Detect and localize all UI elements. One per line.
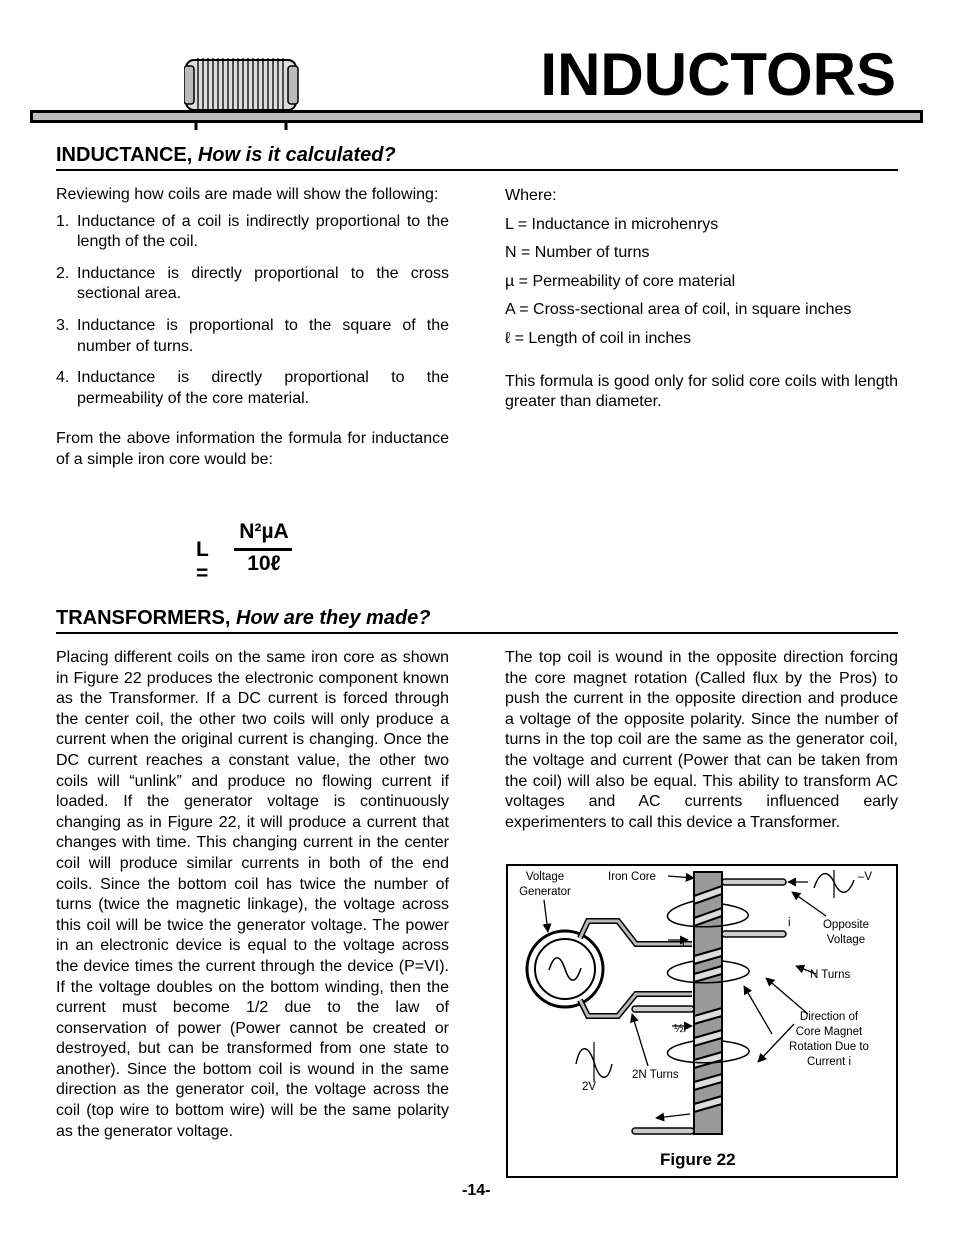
list-item-text: Inductance is directly proportional to the cross sectional area. bbox=[77, 264, 449, 303]
transformers-right-column bbox=[505, 648, 898, 833]
list-item-text: Inductance is proportional to the square of the number of turns. bbox=[77, 316, 449, 355]
n-turns-label: N Turns bbox=[810, 969, 851, 981]
where-line: A = Cross-sectional area of coil, in square inches bbox=[505, 301, 852, 319]
core-rotation-label: Direction of Core Magnet Rotation Due to Current i bbox=[789, 1011, 869, 1068]
transformers-heading-italic: How are they made? bbox=[236, 607, 431, 629]
inductance-left-column bbox=[56, 185, 449, 471]
two-v-label: 2V bbox=[582, 1081, 597, 1093]
list-item bbox=[56, 264, 449, 305]
where-line: L = Inductance in microhenrys bbox=[505, 215, 719, 233]
formula-numerator: N²µA bbox=[239, 520, 289, 543]
opposite-voltage-label: Opposite Voltage bbox=[822, 919, 870, 946]
where-line: N = Number of turns bbox=[505, 244, 650, 262]
inductance-list bbox=[56, 212, 449, 410]
transformers-heading bbox=[56, 607, 898, 634]
title-rule bbox=[30, 110, 923, 123]
inductance-heading-bold: INDUCTANCE, bbox=[56, 144, 193, 166]
center-current-label: i bbox=[682, 937, 685, 949]
where-line: Where: bbox=[505, 187, 557, 204]
iron-core-label: Iron Core bbox=[608, 871, 656, 883]
voltage-generator-label: Voltage Generator bbox=[519, 871, 571, 898]
page-number: -14- bbox=[462, 1182, 491, 1199]
transformers-heading-bold: TRANSFORMERS, bbox=[56, 607, 231, 629]
negative-voltage-label: –V bbox=[858, 871, 873, 883]
page-title: INDUCTORS bbox=[540, 41, 896, 108]
list-item bbox=[56, 368, 449, 409]
figure-caption: Figure 22 bbox=[660, 1150, 736, 1169]
list-item-number: 3. bbox=[56, 316, 70, 334]
formula-note: This formula is good only for solid core coils with length greater than diameter. bbox=[505, 372, 898, 411]
inductance-heading bbox=[56, 144, 898, 171]
list-item-number: 1. bbox=[56, 212, 70, 230]
inductance-intro: Reviewing how coils are made will show the following: bbox=[56, 186, 439, 203]
list-item-text: Inductance of a coil is indirectly proportional to the length of the coil. bbox=[77, 212, 449, 251]
list-item bbox=[56, 316, 449, 357]
list-item-text: Inductance is directly proportional to the permeability of the core material. bbox=[77, 369, 449, 407]
inductance-right-column bbox=[505, 186, 898, 421]
top-current-label: i bbox=[788, 917, 791, 929]
formula-denominator: 10ℓ bbox=[247, 552, 281, 575]
transformers-left-column bbox=[56, 648, 449, 1142]
two-n-turns-label: 2N Turns bbox=[632, 1069, 679, 1081]
formula-lhs: L = bbox=[196, 538, 209, 585]
where-line: ℓ = Length of coil in inches bbox=[505, 329, 692, 347]
list-item-number: 2. bbox=[56, 264, 70, 282]
figure-22 bbox=[506, 864, 898, 1178]
where-line: µ = Permeability of core material bbox=[505, 272, 736, 290]
list-item-number: 4. bbox=[56, 369, 70, 387]
half-current-label: ½i bbox=[674, 1023, 687, 1035]
formula-intro: From the above information the formula for inductance of a simple iron core would be: bbox=[56, 430, 449, 468]
transformers-left-text: Placing different coils on the same iron core as shown in Figure 22 produces the electronic component known as the Transformer. If a DC current is forced through the center coil, the other two coils will only produce a current when the original current is changing. Once the DC current reaches a constant value, the other two coils will “unlink” and produce no flowing current if loaded. If the generator voltage is continuously changing as in Figure 22, it will produce a current that changes with time. This changing current in the center coil will produce similar currents in both of the end coils. Since the bottom coil has twice the number of turns (twice the magnetic linkage), the voltage across this coil will be twice the generator voltage. The power in an electronic device is equal to the voltage across the device times the current through the device (P=VI). If the voltage doubles on the bottom winding, then the current must become 1/2 due to the law of conservation of power (Power cannot be created or destroyed, but can be transformed from one state to another). Since the bottom coil is wound in the same direction as the generator coil, the voltage across the coil (top wire to bottom wire) will be the same polarity as the generator voltage. bbox=[56, 649, 449, 1140]
formula-fraction-bar bbox=[234, 548, 292, 551]
inductance-heading-italic: How is it calculated? bbox=[197, 144, 396, 166]
list-item bbox=[56, 212, 449, 253]
transformers-right-text: The top coil is wound in the opposite direction forcing the core magnet rotation (Called flux by the Pros) to push the current in the opposite direction and produce a voltage of the opposite polarity. Since the number of turns in the top coil are the same as the generator coil, the voltage and current (Power that can be taken from the coil) will also be equal. This ability to transform AC voltages and AC currents influenced early experimenters to call this device a Transformer. bbox=[505, 649, 898, 831]
